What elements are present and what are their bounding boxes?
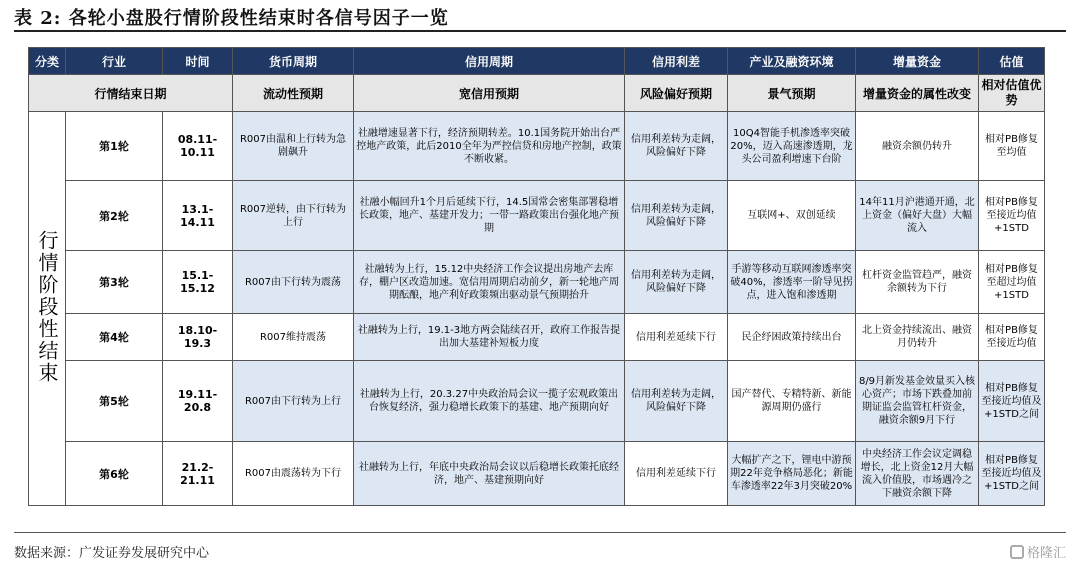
table-title: 表 2: 各轮小盘股行情阶段性结束时各信号因子一览	[14, 8, 449, 29]
table-row	[29, 181, 1045, 251]
round-cell: 第6轮	[66, 442, 163, 506]
spread-cell: 信用利差转为走阔，风险偏好下降	[625, 181, 728, 251]
logo-icon	[1010, 545, 1024, 559]
industry-cell: 互联网+、双创延续	[728, 181, 856, 251]
header-cell: 信用利差	[625, 48, 728, 75]
valuation-cell: 相对PB修复至接近均值	[979, 314, 1045, 361]
money-cell: R007由下行转为震荡	[233, 251, 354, 314]
subheader-spread: 风险偏好预期	[625, 75, 728, 112]
valuation-cell: 相对PB修复至超过均值+1STD	[979, 251, 1045, 314]
spread-cell: 信用利差延续下行	[625, 442, 728, 506]
date-cell: 15.1-15.12	[163, 251, 233, 314]
fund-cell: 14年11月沪港通开通，北上资金（偏好大盘）大幅流入	[856, 181, 979, 251]
header-cell: 分类	[29, 48, 66, 75]
subheader-row	[29, 75, 1045, 112]
table-row	[29, 442, 1045, 506]
subheader-fund: 增量资金的属性改变	[856, 75, 979, 112]
valuation-cell: 相对PB修复至接近均值+1STD	[979, 181, 1045, 251]
side-label-cell	[29, 112, 66, 506]
subheader-date: 行情结束日期	[29, 75, 233, 112]
credit-cell: 社融转为上行，15.12中央经济工作会议提出房地产去库存，棚户区改造加速。宽信用周期启动前夕，新一轮地产周期酝酿，地产利好政策频出驱动景气预期抬升	[354, 251, 625, 314]
subheader-money: 流动性预期	[233, 75, 354, 112]
header-row	[29, 48, 1045, 75]
side-label: 行情阶段性结束	[35, 229, 59, 384]
signal-factor-table	[28, 47, 1045, 506]
date-cell: 18.10-19.3	[163, 314, 233, 361]
date-cell: 13.1-14.11	[163, 181, 233, 251]
header-cell: 产业及融资环境	[728, 48, 856, 75]
spread-cell: 信用利差转为走阔，风险偏好下降	[625, 112, 728, 181]
money-cell: R007逆转，由下行转为上行	[233, 181, 354, 251]
header-cell: 时间	[163, 48, 233, 75]
date-cell: 21.2-21.11	[163, 442, 233, 506]
watermark-logo	[1010, 542, 1066, 561]
fund-cell: 8/9月新发基金效量买入核心资产；市场下跌叠加前期证监会监管杠杆资金，融资余额9月下行	[856, 361, 979, 442]
credit-cell: 社融转为上行，年底中央政治局会议以后稳增长政策托底经济，地产、基建预期向好	[354, 442, 625, 506]
round-cell: 第5轮	[66, 361, 163, 442]
credit-cell: 社融小幅回升1个月后延续下行，14.5国常会密集部署稳增长政策，地产、基建开发力；一带一路政策出台强化地产预期	[354, 181, 625, 251]
source-note: 数据来源：广发证券发展研究中心	[14, 546, 210, 561]
industry-cell: 手游等移动互联网渗透率突破40%，渗透率一阶导见拐点，进入饱和渗透期	[728, 251, 856, 314]
round-cell: 第3轮	[66, 251, 163, 314]
money-cell: R007由震荡转为下行	[233, 442, 354, 506]
header-cell: 货币周期	[233, 48, 354, 75]
date-cell: 19.11-20.8	[163, 361, 233, 442]
fund-cell: 融资余额仍转升	[856, 112, 979, 181]
credit-cell: 社融转为上行，20.3.27中央政治局会议一揽子宏观政策出台恢复经济，强力稳增长政策下的基建、地产预期向好	[354, 361, 625, 442]
money-cell: R007由下行转为上行	[233, 361, 354, 442]
round-cell: 第1轮	[66, 112, 163, 181]
title-rule	[14, 30, 1066, 32]
round-cell: 第2轮	[66, 181, 163, 251]
industry-cell: 大幅扩产之下，锂电中游预期22年竞争格局恶化；新能车渗透率22年3月突破20%	[728, 442, 856, 506]
credit-cell: 社融增速显著下行，经济预期转差。10.1国务院开始出台严控地产政策，此后2010全年为严控信贷和房地产控制，政策不断收紧。	[354, 112, 625, 181]
footer-rule	[14, 532, 1066, 533]
subheader-industry: 景气预期	[728, 75, 856, 112]
table-row	[29, 314, 1045, 361]
subheader-valuation: 相对估值优势	[979, 75, 1045, 112]
fund-cell: 中央经济工作会议定调稳增长，北上资金12月大幅流入价值股，市场遇冷之下融资余额下降	[856, 442, 979, 506]
money-cell: R007维持震荡	[233, 314, 354, 361]
table-row	[29, 361, 1045, 442]
industry-cell: 民企纾困政策持续出台	[728, 314, 856, 361]
table-row	[29, 251, 1045, 314]
logo-text: 格隆汇	[1026, 546, 1066, 561]
valuation-cell: 相对PB修复至接近均值及+1STD之间	[979, 442, 1045, 506]
industry-cell: 10Q4智能手机渗透率突破20%，迈入高速渗透期，龙头公司盈利增速下台阶	[728, 112, 856, 181]
header-cell: 信用周期	[354, 48, 625, 75]
round-cell: 第4轮	[66, 314, 163, 361]
valuation-cell: 相对PB修复至接近均值及+1STD之间	[979, 361, 1045, 442]
date-cell: 08.11-10.11	[163, 112, 233, 181]
valuation-cell: 相对PB修复至均值	[979, 112, 1045, 181]
money-cell: R007由温和上行转为急剧飙升	[233, 112, 354, 181]
credit-cell: 社融转为上行，19.1-3地方两会陆续召开，政府工作报告提出加大基建补短板力度	[354, 314, 625, 361]
subheader-credit: 宽信用预期	[354, 75, 625, 112]
spread-cell: 信用利差转为走阔，风险偏好下降	[625, 361, 728, 442]
spread-cell: 信用利差转为走阔，风险偏好下降	[625, 251, 728, 314]
header-cell: 行业	[66, 48, 163, 75]
table-row	[29, 112, 1045, 181]
header-cell: 估值	[979, 48, 1045, 75]
spread-cell: 信用利差延续下行	[625, 314, 728, 361]
industry-cell: 国产替代、专精特新、新能源周期仍盛行	[728, 361, 856, 442]
fund-cell: 杠杆资金监管趋严，融资余额转为下行	[856, 251, 979, 314]
header-cell: 增量资金	[856, 48, 979, 75]
fund-cell: 北上资金持续流出、融资月仍转升	[856, 314, 979, 361]
